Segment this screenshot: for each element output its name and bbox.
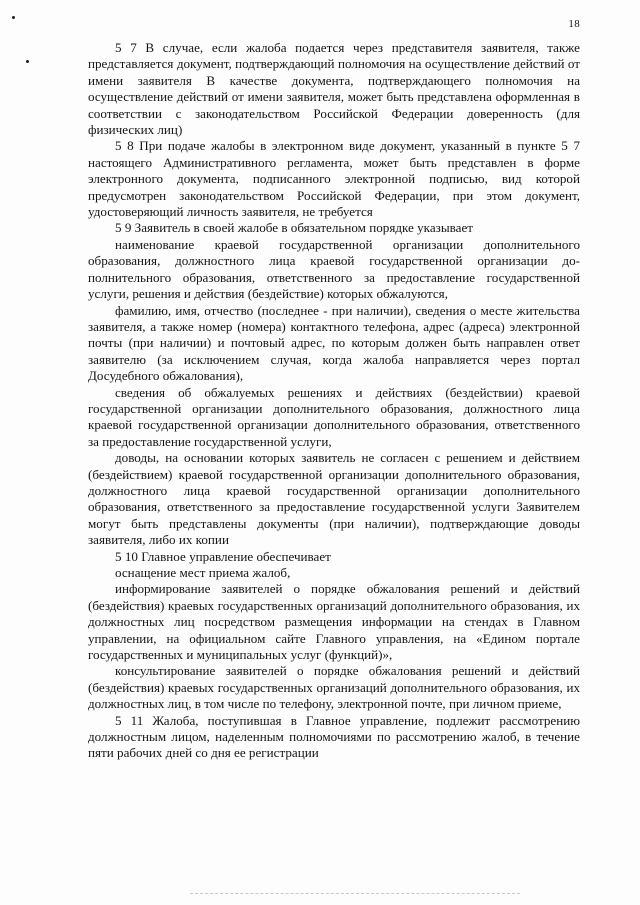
list-item-organization-name: наименование краевой государственной организации дополнительного образования, должностного лица краевой государственной организации дополнительного образования, ответственного за предоставление государственной услуги, решения и действия (бездействие) которых обжалуются, [88,236,580,302]
document-body [88,40,580,762]
paragraph-5-8: 5 8 При подаче жалобы в электронном виде документ, указанный в пункте 5 7 настоящего Административного регламента, может быть представлен в форме электронного документа, подписанного электронной подписью, вид которой предусмотрен законодательством Российской Федерации, при этом документ, удостоверяющий личность заявителя, не требуется [88,138,580,220]
paragraph-5-7: 5 7 В случае, если жалоба подается через представителя заявителя, также представляется документ, подтверждающий полномочия на осуществление действий от имени заявителя В качестве документа, подтверждающего полномочия на осуществление действий от имени заявителя, может быть представлена оформленная в соответствии с законодательством Российской Федерации доверенность (для физических лиц) [88,40,580,138]
list-item-consulting: консультирование заявителей о порядке обжалования решений и действий (бездействия) краевых государственных организаций дополнительного образования, их должностных лиц, в том числе по телефону, электронной почте, при личном приеме, [88,663,580,712]
paragraph-5-11: 5 11 Жалоба, поступившая в Главное управление, подлежит рассмотрению должностным лицом, наделенным полномочиями по рассмотрению жалоб, в течение пяти рабочих дней со дня ее регистрации [88,712,580,761]
list-item-applicant-details: фамилию, имя, отчество (последнее - при наличии), сведения о месте жительства заявителя, а также номер (номера) контактного телефона, адрес (адреса) электронной почты (при наличии) и почтовый адрес, по которым должен быть направлен ответ заявителю (за исключением случая, когда жалоба направляется через портал Досудебного обжалования), [88,302,580,384]
list-item-arguments: доводы, на основании которых заявитель не согласен с решением и действием (бездействием) краевой государственной организации дополнительного образования, должностного лица краевой государственной организации дополнительного образования, ответственного за предоставление государственной услуги Заявителем могут быть представлены документы (при наличии), подтверждающие доводы заявителя, либо их копии [88,450,580,548]
scan-speck [12,16,15,19]
list-item-equipment: оснащение мест приема жалоб, [115,565,291,580]
scan-edge-line [190,893,520,895]
paragraph-5-10: 5 10 Главное управление обеспечивает [115,548,331,564]
list-item-appealed-decisions: сведения об обжалуемых решениях и действиях (бездействии) краевой государственной организации дополнительного образования, должностного лица краевой государственной организации дополнительного образования, ответственного за предоставление государственной услуги, [88,384,580,449]
page-number: 18 [568,18,580,30]
list-item-informing: информирование заявителей о порядке обжалования решений и действий (бездействия) краевых государственных организаций дополнительного образования, их должностных лиц посредством размещения информации на стендах в Главном управлении, на официальном сайте Главного управления, на «Едином портале государственных и муниципальных услуг (функций)», [88,581,580,663]
scan-speck [26,60,29,63]
paragraph-5-9: 5 9 Заявитель в своей жалобе в обязательном порядке указывает [115,220,473,236]
